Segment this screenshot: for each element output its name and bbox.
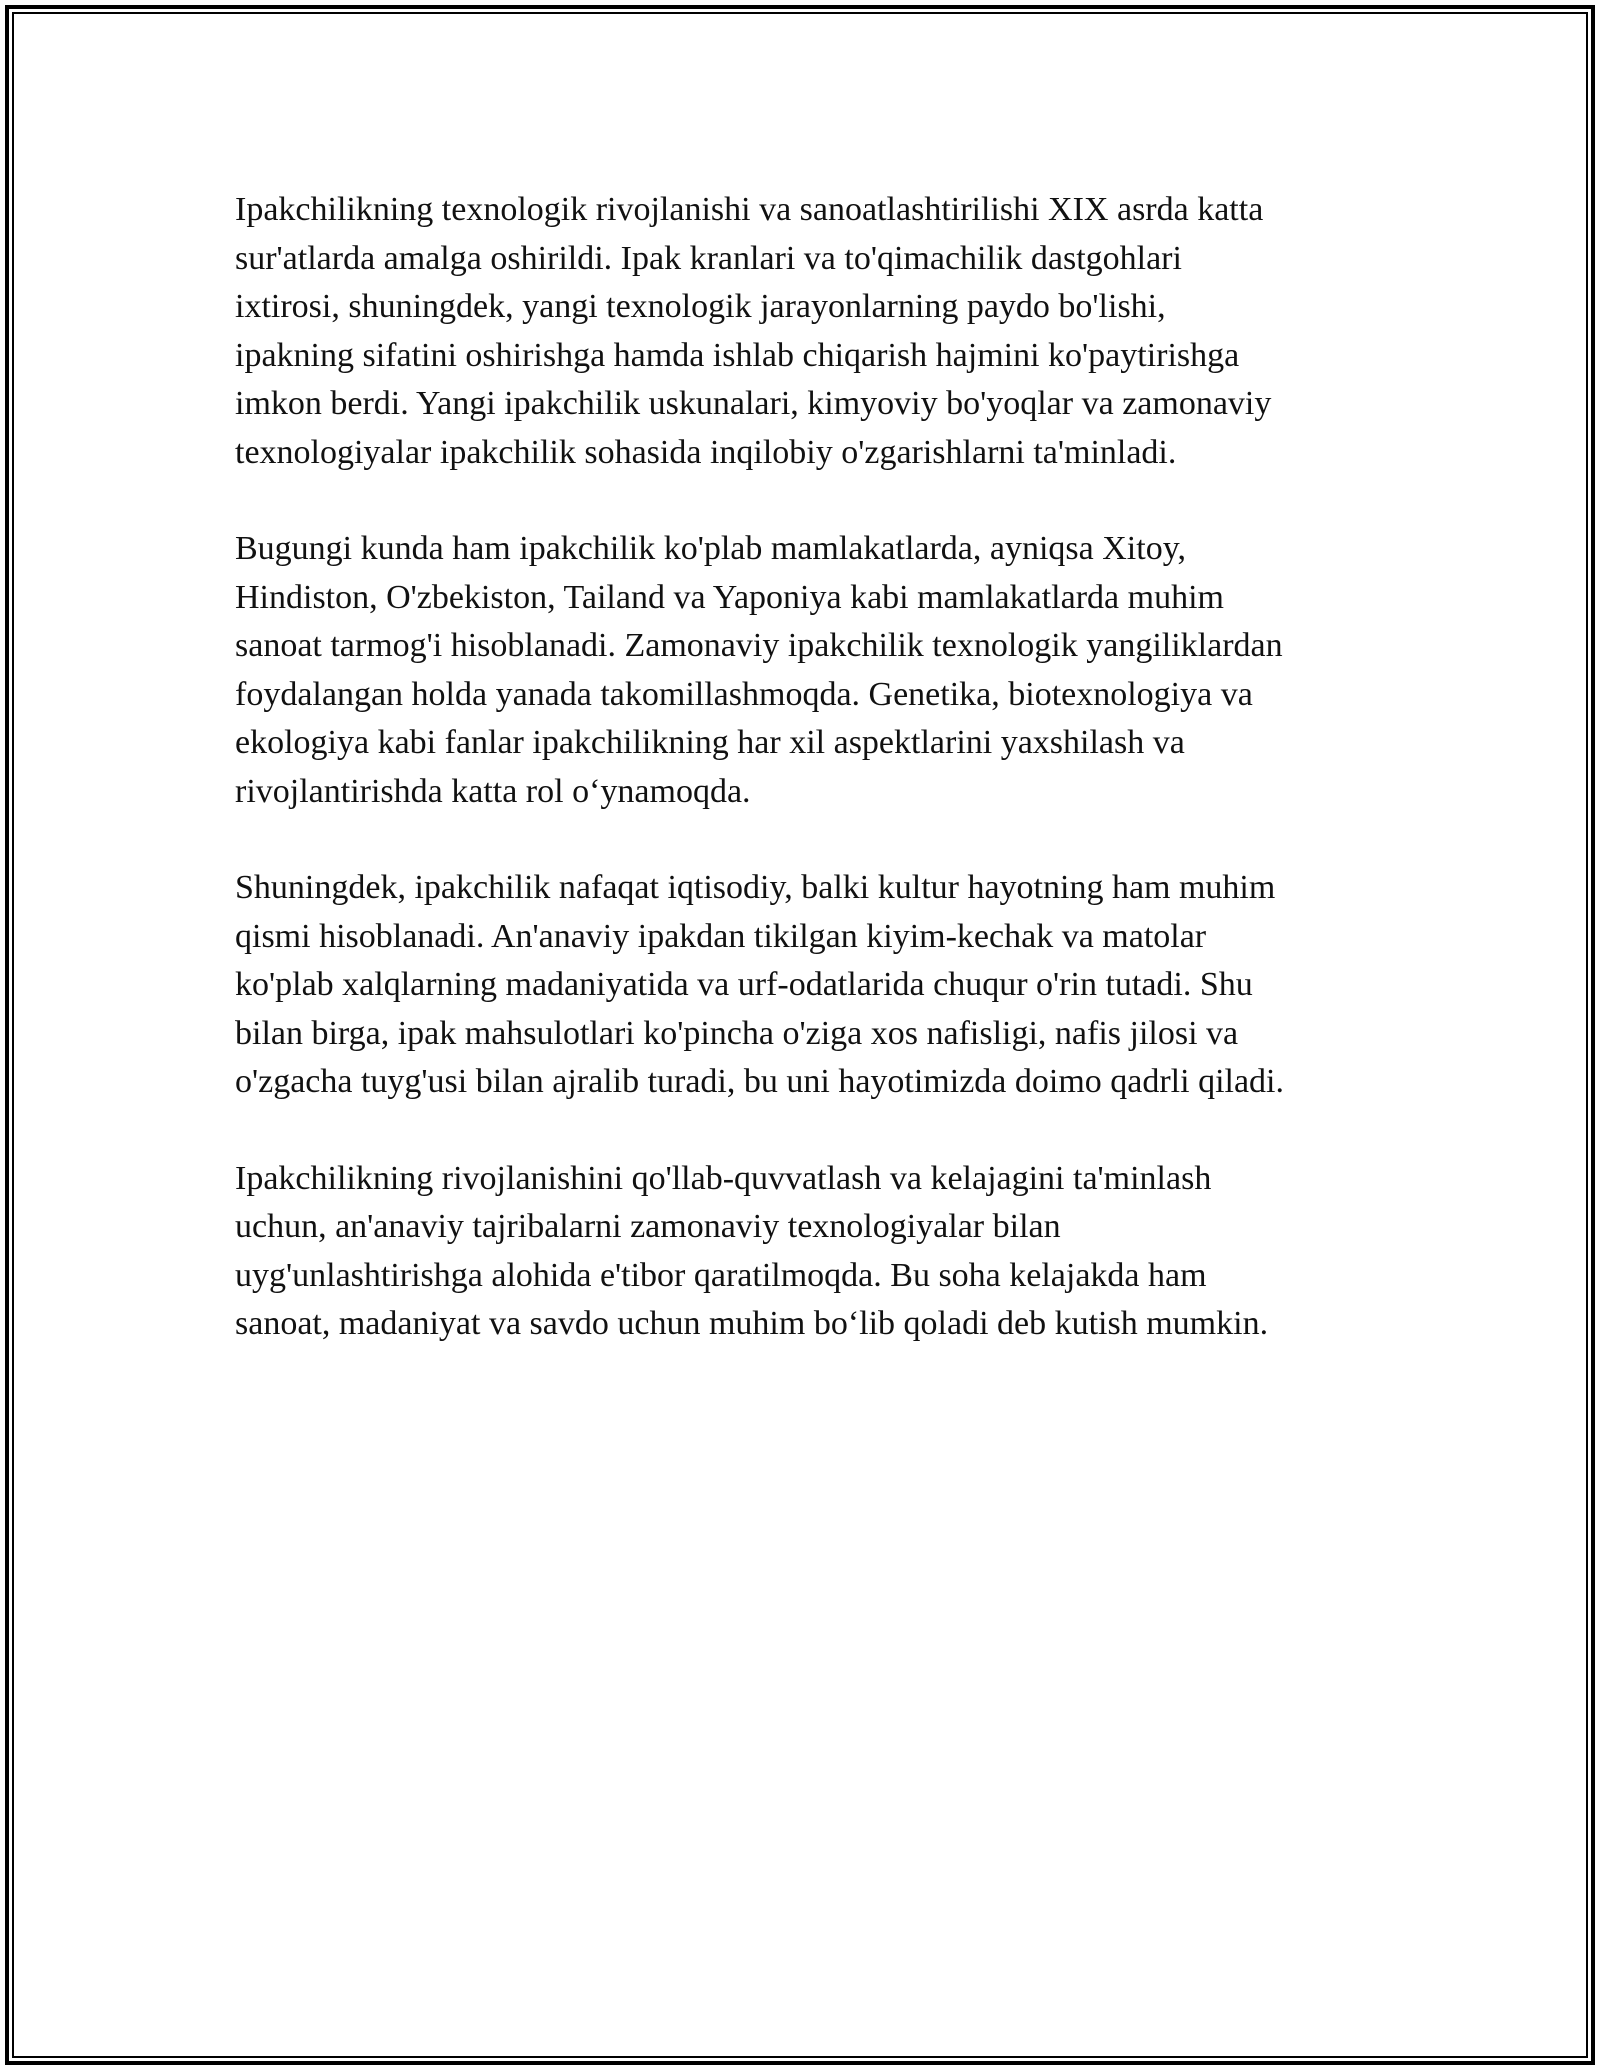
paragraph-2: Bugungi kunda ham ipakchilik ko'plab mamlakatlarda, ayniqsa Xitoy, Hindiston, O'zbekiston, Tailand va Yaponiya kabi mamlakatlarda muhim sanoat tarmog'i hisoblanadi. Zamonaviy ipakchilik texnologik yangiliklardan foydalangan holda yanada takomillashmoqda. Genetika, biotexnologiya va ekologiya kabi fanlar ipakchilikning har xil aspektlarini yaxshilash va rivojlantirishda katta rol o‘ynamoqda. <box>235 530 1283 810</box>
paragraph-1: Ipakchilikning texnologik rivojlanishi va sanoatlashtirilishi XIX asrda katta sur'atlarda amalga oshirildi. Ipak kranlari va to'qimachilik dastgohlari ixtirosi, shuningdek, yangi texnologik jarayonlarning paydo bo'lishi, ipakning sifatini oshirishga hamda ishlab chiqarish hajmini ko'paytirishga imkon berdi. Yangi ipakchilik uskunalari, kimyoviy bo'yoqlar va zamonaviy texnologiyalar ipakchilik sohasida inqilobiy o'zgarishlarni ta'minladi. <box>235 191 1272 471</box>
document-body <box>235 186 1375 1397</box>
paragraph-3: Shuningdek, ipakchilik nafaqat iqtisodiy, balki kultur hayotning ham muhim qismi hisoblanadi. An'anaviy ipakdan tikilgan kiyim-kechak va matolar ko'plab xalqlarning madaniyatida va urf-odatlarida chuqur o'rin tutadi. Shu bilan birga, ipak mahsulotlari ko'pincha o'ziga xos nafisligi, nafis jilosi va o'zgacha tuyg'usi bilan ajralib turadi, bu uni hayotimizda doimo qadrli qiladi. <box>235 869 1285 1100</box>
paragraph-4: Ipakchilikning rivojlanishini qo'llab-quvvatlash va kelajagini ta'minlash uchun, an'anaviy tajribalarni zamonaviy texnologiyalar bilan uyg'unlashtirishga alohida e'tibor qaratilmoqda. Bu soha kelajakda ham sanoat, madaniyat va savdo uchun muhim bo‘lib qoladi deb kutish mumkin. <box>235 1159 1269 1342</box>
